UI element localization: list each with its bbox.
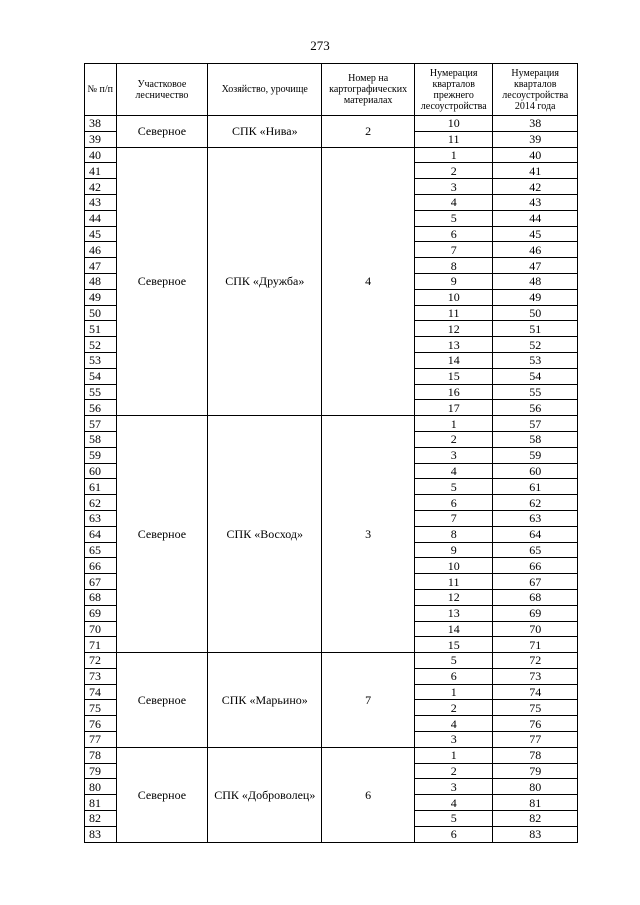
old-quarter-cell: 2 xyxy=(415,431,493,447)
row-number: 41 xyxy=(85,163,117,179)
table-row xyxy=(85,147,578,163)
new-quarter-cell: 68 xyxy=(493,589,578,605)
row-number: 75 xyxy=(85,700,117,716)
row-number: 38 xyxy=(85,116,117,132)
old-quarter-cell: 4 xyxy=(415,463,493,479)
old-quarter-cell: 8 xyxy=(415,258,493,274)
old-quarter-cell: 4 xyxy=(415,716,493,732)
old-quarter-cell: 3 xyxy=(415,447,493,463)
old-quarter-cell: 15 xyxy=(415,637,493,653)
old-quarter-cell: 7 xyxy=(415,510,493,526)
column-header-old-quarter: Нумерация кварталов прежнего лесоустройства xyxy=(415,64,493,116)
new-quarter-cell: 80 xyxy=(493,779,578,795)
old-quarter-cell: 11 xyxy=(415,131,493,147)
map-number-cell: 2 xyxy=(322,116,415,148)
row-number: 45 xyxy=(85,226,117,242)
column-header-farm: Хозяйство, урочище xyxy=(208,64,322,116)
old-quarter-cell: 5 xyxy=(415,210,493,226)
new-quarter-cell: 81 xyxy=(493,795,578,811)
new-quarter-cell: 54 xyxy=(493,368,578,384)
row-number: 69 xyxy=(85,605,117,621)
map-number-cell: 3 xyxy=(322,416,415,653)
old-quarter-cell: 6 xyxy=(415,495,493,511)
farm-cell: СПК «Дружба» xyxy=(208,147,322,416)
column-header-number: № п/п xyxy=(85,64,117,116)
old-quarter-cell: 14 xyxy=(415,621,493,637)
row-number: 62 xyxy=(85,495,117,511)
row-number: 53 xyxy=(85,352,117,368)
old-quarter-cell: 4 xyxy=(415,194,493,210)
new-quarter-cell: 49 xyxy=(493,289,578,305)
old-quarter-cell: 5 xyxy=(415,811,493,827)
new-quarter-cell: 57 xyxy=(493,416,578,432)
row-number: 60 xyxy=(85,463,117,479)
row-number: 71 xyxy=(85,637,117,653)
row-number: 83 xyxy=(85,826,117,842)
row-number: 82 xyxy=(85,811,117,827)
row-number: 54 xyxy=(85,368,117,384)
old-quarter-cell: 3 xyxy=(415,179,493,195)
new-quarter-cell: 47 xyxy=(493,258,578,274)
row-number: 79 xyxy=(85,763,117,779)
row-number: 57 xyxy=(85,416,117,432)
row-number: 70 xyxy=(85,621,117,637)
row-number: 68 xyxy=(85,589,117,605)
new-quarter-cell: 62 xyxy=(493,495,578,511)
farm-cell: СПК «Нива» xyxy=(208,116,322,148)
old-quarter-cell: 12 xyxy=(415,321,493,337)
new-quarter-cell: 45 xyxy=(493,226,578,242)
old-quarter-cell: 2 xyxy=(415,700,493,716)
column-header-forestry: Участковое лесничество xyxy=(116,64,208,116)
new-quarter-cell: 52 xyxy=(493,337,578,353)
row-number: 66 xyxy=(85,558,117,574)
new-quarter-cell: 50 xyxy=(493,305,578,321)
farm-cell: СПК «Марьино» xyxy=(208,653,322,748)
table-row xyxy=(85,747,578,763)
new-quarter-cell: 46 xyxy=(493,242,578,258)
new-quarter-cell: 43 xyxy=(493,194,578,210)
forestry-cell: Северное xyxy=(116,416,208,653)
table-header-row xyxy=(85,64,578,116)
row-number: 46 xyxy=(85,242,117,258)
column-header-map-number: Номер на картографических материалах xyxy=(322,64,415,116)
old-quarter-cell: 17 xyxy=(415,400,493,416)
old-quarter-cell: 9 xyxy=(415,542,493,558)
farm-cell: СПК «Доброволец» xyxy=(208,747,322,842)
row-number: 51 xyxy=(85,321,117,337)
row-number: 61 xyxy=(85,479,117,495)
row-number: 65 xyxy=(85,542,117,558)
new-quarter-cell: 75 xyxy=(493,700,578,716)
old-quarter-cell: 3 xyxy=(415,779,493,795)
new-quarter-cell: 74 xyxy=(493,684,578,700)
old-quarter-cell: 12 xyxy=(415,589,493,605)
new-quarter-cell: 66 xyxy=(493,558,578,574)
new-quarter-cell: 59 xyxy=(493,447,578,463)
new-quarter-cell: 40 xyxy=(493,147,578,163)
new-quarter-cell: 72 xyxy=(493,653,578,669)
old-quarter-cell: 4 xyxy=(415,795,493,811)
row-number: 64 xyxy=(85,526,117,542)
row-number: 73 xyxy=(85,668,117,684)
new-quarter-cell: 70 xyxy=(493,621,578,637)
row-number: 72 xyxy=(85,653,117,669)
row-number: 78 xyxy=(85,747,117,763)
old-quarter-cell: 16 xyxy=(415,384,493,400)
old-quarter-cell: 1 xyxy=(415,747,493,763)
new-quarter-cell: 76 xyxy=(493,716,578,732)
new-quarter-cell: 77 xyxy=(493,732,578,748)
row-number: 59 xyxy=(85,447,117,463)
new-quarter-cell: 38 xyxy=(493,116,578,132)
new-quarter-cell: 83 xyxy=(493,826,578,842)
forestry-cell: Северное xyxy=(116,653,208,748)
old-quarter-cell: 1 xyxy=(415,416,493,432)
new-quarter-cell: 56 xyxy=(493,400,578,416)
old-quarter-cell: 6 xyxy=(415,226,493,242)
new-quarter-cell: 39 xyxy=(493,131,578,147)
table-row xyxy=(85,653,578,669)
map-number-cell: 4 xyxy=(322,147,415,416)
new-quarter-cell: 51 xyxy=(493,321,578,337)
forestry-cell: Северное xyxy=(116,116,208,148)
old-quarter-cell: 11 xyxy=(415,574,493,590)
farm-cell: СПК «Восход» xyxy=(208,416,322,653)
row-number: 39 xyxy=(85,131,117,147)
row-number: 42 xyxy=(85,179,117,195)
row-number: 48 xyxy=(85,273,117,289)
new-quarter-cell: 82 xyxy=(493,811,578,827)
forestry-cell: Северное xyxy=(116,147,208,416)
new-quarter-cell: 53 xyxy=(493,352,578,368)
table-row xyxy=(85,416,578,432)
forest-quarters-table xyxy=(84,63,578,843)
old-quarter-cell: 2 xyxy=(415,163,493,179)
new-quarter-cell: 63 xyxy=(493,510,578,526)
old-quarter-cell: 10 xyxy=(415,558,493,574)
row-number: 40 xyxy=(85,147,117,163)
old-quarter-cell: 1 xyxy=(415,684,493,700)
old-quarter-cell: 15 xyxy=(415,368,493,384)
new-quarter-cell: 44 xyxy=(493,210,578,226)
row-number: 80 xyxy=(85,779,117,795)
old-quarter-cell: 10 xyxy=(415,289,493,305)
old-quarter-cell: 3 xyxy=(415,732,493,748)
page-number: 273 xyxy=(310,38,330,53)
old-quarter-cell: 2 xyxy=(415,763,493,779)
new-quarter-cell: 78 xyxy=(493,747,578,763)
row-number: 74 xyxy=(85,684,117,700)
new-quarter-cell: 60 xyxy=(493,463,578,479)
map-number-cell: 7 xyxy=(322,653,415,748)
row-number: 56 xyxy=(85,400,117,416)
new-quarter-cell: 61 xyxy=(493,479,578,495)
old-quarter-cell: 14 xyxy=(415,352,493,368)
row-number: 76 xyxy=(85,716,117,732)
row-number: 50 xyxy=(85,305,117,321)
row-number: 47 xyxy=(85,258,117,274)
new-quarter-cell: 73 xyxy=(493,668,578,684)
column-header-new-quarter: Нумерация кварталов лесоустройства 2014 года xyxy=(493,64,578,116)
map-number-cell: 6 xyxy=(322,747,415,842)
new-quarter-cell: 42 xyxy=(493,179,578,195)
old-quarter-cell: 5 xyxy=(415,653,493,669)
old-quarter-cell: 8 xyxy=(415,526,493,542)
old-quarter-cell: 7 xyxy=(415,242,493,258)
old-quarter-cell: 9 xyxy=(415,273,493,289)
new-quarter-cell: 64 xyxy=(493,526,578,542)
old-quarter-cell: 13 xyxy=(415,337,493,353)
old-quarter-cell: 13 xyxy=(415,605,493,621)
table-row xyxy=(85,116,578,132)
new-quarter-cell: 55 xyxy=(493,384,578,400)
old-quarter-cell: 10 xyxy=(415,116,493,132)
table-body xyxy=(85,116,578,843)
row-number: 55 xyxy=(85,384,117,400)
new-quarter-cell: 58 xyxy=(493,431,578,447)
old-quarter-cell: 5 xyxy=(415,479,493,495)
row-number: 63 xyxy=(85,510,117,526)
old-quarter-cell: 6 xyxy=(415,668,493,684)
old-quarter-cell: 6 xyxy=(415,826,493,842)
new-quarter-cell: 79 xyxy=(493,763,578,779)
new-quarter-cell: 41 xyxy=(493,163,578,179)
old-quarter-cell: 11 xyxy=(415,305,493,321)
new-quarter-cell: 69 xyxy=(493,605,578,621)
row-number: 67 xyxy=(85,574,117,590)
row-number: 49 xyxy=(85,289,117,305)
new-quarter-cell: 65 xyxy=(493,542,578,558)
row-number: 43 xyxy=(85,194,117,210)
forestry-cell: Северное xyxy=(116,747,208,842)
new-quarter-cell: 48 xyxy=(493,273,578,289)
old-quarter-cell: 1 xyxy=(415,147,493,163)
row-number: 81 xyxy=(85,795,117,811)
row-number: 58 xyxy=(85,431,117,447)
new-quarter-cell: 71 xyxy=(493,637,578,653)
row-number: 77 xyxy=(85,732,117,748)
new-quarter-cell: 67 xyxy=(493,574,578,590)
row-number: 52 xyxy=(85,337,117,353)
row-number: 44 xyxy=(85,210,117,226)
